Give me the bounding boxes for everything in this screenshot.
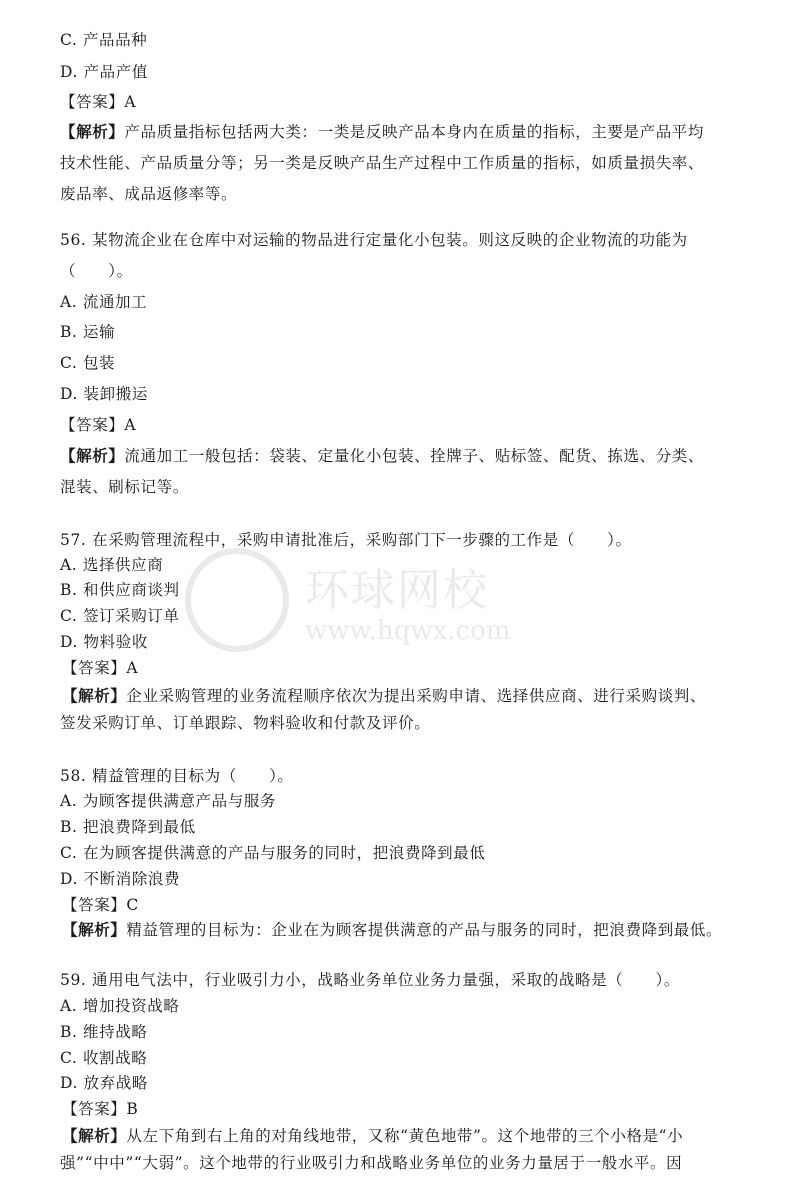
q58-explanation-line [62,920,722,940]
q58-answer [62,895,139,915]
q57-explanation-line: 签发采购订单、订单跟踪、物料验收和付款及评价。 [60,714,431,732]
q55-option-c: C. 产品品种 [60,31,148,49]
q57-option-c: C. 签订采购订单 [60,607,180,625]
q58-question: 58. 精益管理的目标为（ ）。 [60,767,294,785]
q57-option-b: B. 和供应商谈判 [60,581,180,599]
q59-option-d: D. 放弃战略 [60,1074,148,1092]
q59-explanation-line: 强”“中中”“大弱”。这个地带的行业吸引力和战略业务单位的业务力量居于一般水平。因 [60,1154,683,1172]
q57-option-d: D. 物料验收 [60,633,148,651]
answer-value: A [126,659,139,677]
explanation-prefix: 【解析】 [60,446,125,465]
q57-answer [62,658,138,678]
q56-option-d: D. 装卸搬运 [60,385,148,403]
explanation-text: 企业采购管理的业务流程顺序依次为提出采购申请、选择供应商、进行采购谈判、 [126,687,707,705]
q59-option-a: A. 增加投资战略 [60,997,180,1015]
q55-explanation-line: 技术性能、产品质量分等；另一类是反映产品生产过程中工作质量的指标，如质量损失率、 [60,154,705,172]
answer-prefix: 【答案】 [60,416,125,434]
answer-value: A [124,416,137,434]
q55-option-d: D. 产品产值 [60,63,148,81]
explanation-text: 从左下角到右上角的对角线地带，又称“黄色地带”。这个地带的三个小格是“小 [126,1127,684,1145]
explanation-prefix: 【解析】 [62,686,127,705]
watermark-title: 环球网校 [305,565,489,616]
q56-answer [60,415,136,435]
answer-value: C [126,896,139,914]
q59-option-c: C. 收割战略 [60,1049,148,1067]
q56-option-b: B. 运输 [60,323,116,341]
answer-value: A [124,93,137,111]
q58-option-b: B. 把浪费降到最低 [60,818,196,836]
q56-explanation-line: 混装、刷标记等。 [60,478,189,496]
q59-option-b: B. 维持战略 [60,1023,148,1041]
answer-value: B [126,1100,139,1118]
q55-explanation-line: 废品率、成品返修率等。 [60,185,238,203]
q55-answer [60,92,136,112]
q55-explanation-line [60,122,704,142]
q59-answer [62,1099,138,1119]
q57-explanation-line [62,686,706,706]
q57-option-a: A. 选择供应商 [60,556,164,574]
q59-question: 59. 通用电气法中，行业吸引力小，战略业务单位业务力量强，采取的战略是（ ）。 [60,971,680,989]
explanation-text: 产品质量指标包括两大类：一类是反映产品本身内在质量的指标，主要是产品平均 [124,123,705,141]
explanation-text: 精益管理的目标为：企业在为顾客提供满意的产品与服务的同时，把浪费降到最低。 [126,921,723,939]
q59-explanation-line [62,1126,683,1146]
explanation-prefix: 【解析】 [62,920,127,939]
watermark [185,548,625,658]
q58-option-c: C. 在为顾客提供满意的产品与服务的同时，把浪费降到最低 [60,844,486,862]
q56-explanation-line [60,446,704,466]
q56-question: 56. 某物流企业在仓库中对运输的物品进行定量化小包装。则这反映的企业物流的功能为 [60,231,688,249]
q57-question: 57. 在采购管理流程中，采购申请批准后，采购部门下一步骤的工作是（ ）。 [60,531,632,549]
answer-prefix: 【答案】 [62,896,127,914]
explanation-prefix: 【解析】 [62,1126,127,1145]
answer-prefix: 【答案】 [62,1100,127,1118]
q58-option-d: D. 不断消除浪费 [60,870,181,888]
watermark-logo-icon [185,548,289,652]
q56-option-c: C. 包装 [60,354,116,372]
watermark-url: www.hqwx.com [305,616,511,646]
q56-question: （ ）。 [60,262,133,280]
q58-option-a: A. 为顾客提供满意产品与服务 [60,792,277,810]
answer-prefix: 【答案】 [62,659,127,677]
answer-prefix: 【答案】 [60,93,125,111]
explanation-prefix: 【解析】 [60,122,125,141]
q56-option-a: A. 流通加工 [60,293,148,311]
explanation-text: 流通加工一般包括：袋装、定量化小包装、拴牌子、贴标签、配货、拣选、分类、 [124,447,705,465]
